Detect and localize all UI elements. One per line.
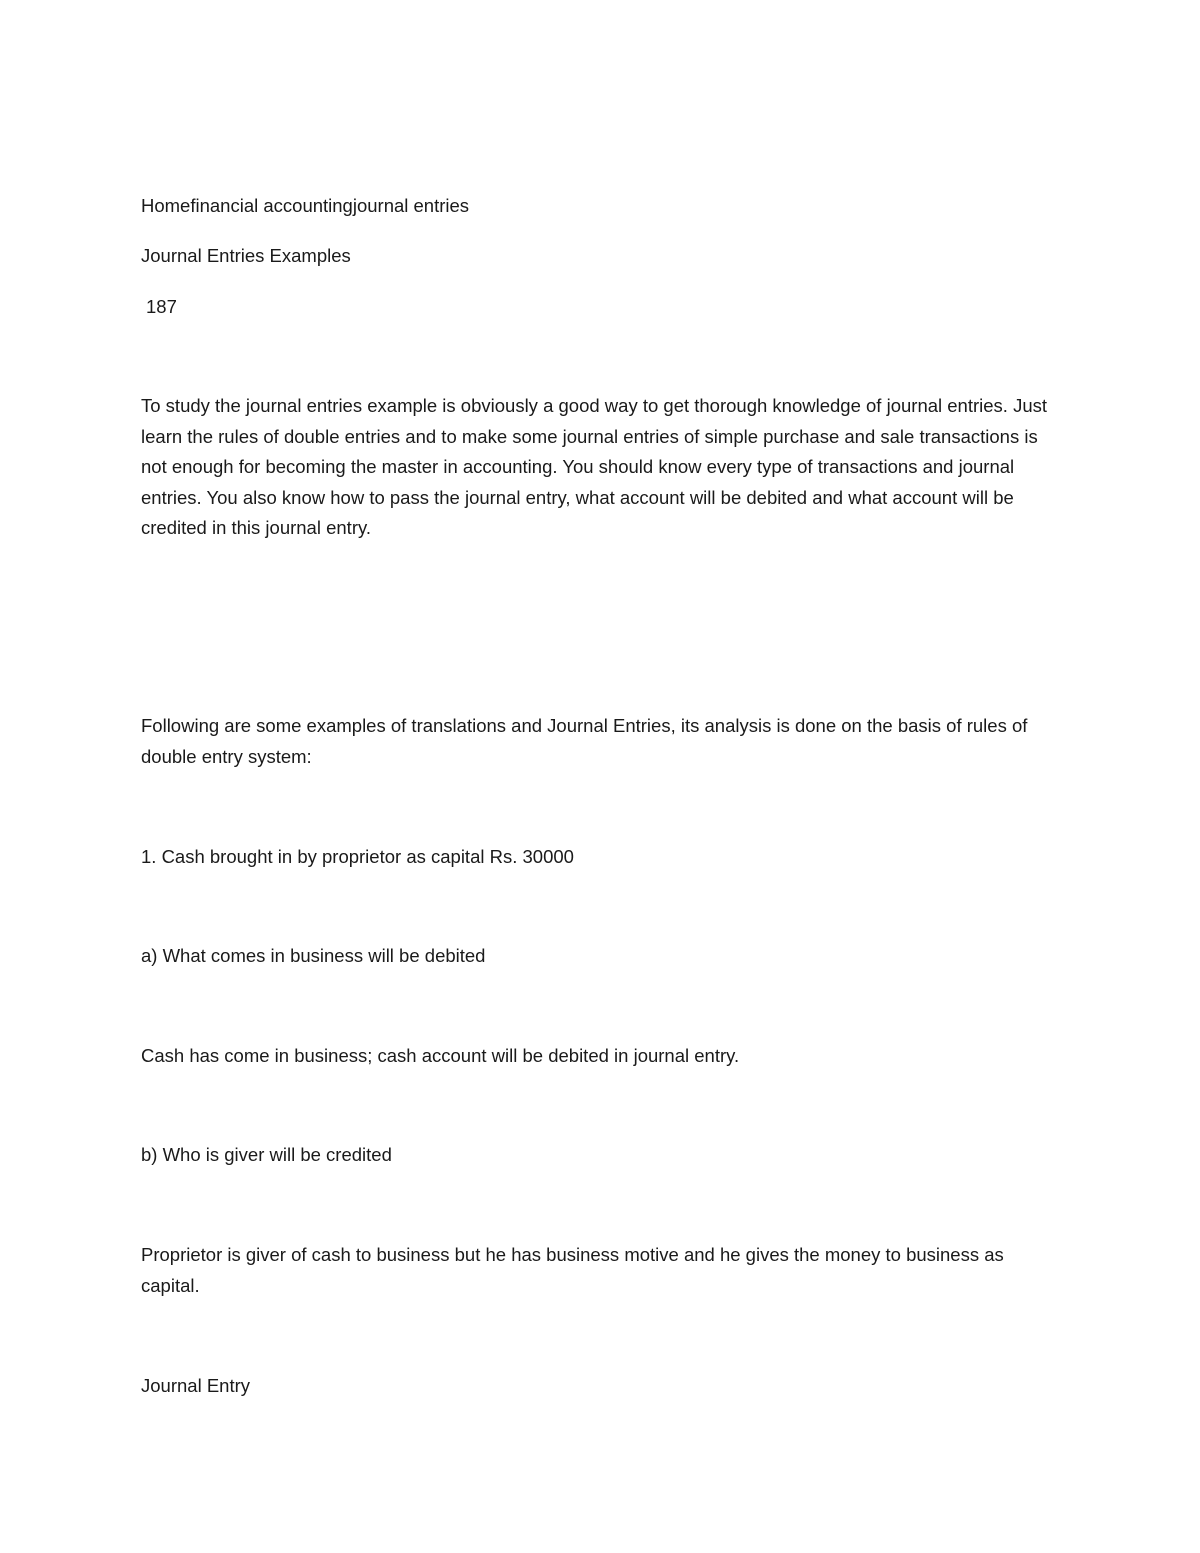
rule-b-explanation: Proprietor is giver of cash to business but he has business motive and he gives the money to business as capital. bbox=[141, 1244, 1004, 1296]
intro-paragraph: To study the journal entries example is obviously a good way to get thorough knowledge of journal entries. Just learn the rules of double entries and to make some journal entries of simple purchase and sale transactions is not enough for becoming the master in accounting. You should know every type of transactions and journal entries. You also know how to pass the journal entry, what account will be debited and what account will be credited in this journal entry. bbox=[141, 395, 1048, 538]
example-1-heading: 1. Cash brought in by proprietor as capital Rs. 30000 bbox=[141, 846, 574, 867]
page-title: Journal Entries Examples bbox=[141, 245, 351, 266]
comment-count: 187 bbox=[146, 296, 177, 317]
examples-intro-paragraph: Following are some examples of translations and Journal Entries, its analysis is done on the basis of rules of double entry system: bbox=[141, 715, 1028, 767]
rule-a-explanation: Cash has come in business; cash account will be debited in journal entry. bbox=[141, 1045, 740, 1066]
rule-a: a) What comes in business will be debited bbox=[141, 945, 486, 966]
breadcrumb: Homefinancial accountingjournal entries bbox=[141, 195, 470, 216]
rule-b: b) Who is giver will be credited bbox=[141, 1144, 392, 1165]
journal-entry-heading: Journal Entry bbox=[141, 1375, 250, 1396]
